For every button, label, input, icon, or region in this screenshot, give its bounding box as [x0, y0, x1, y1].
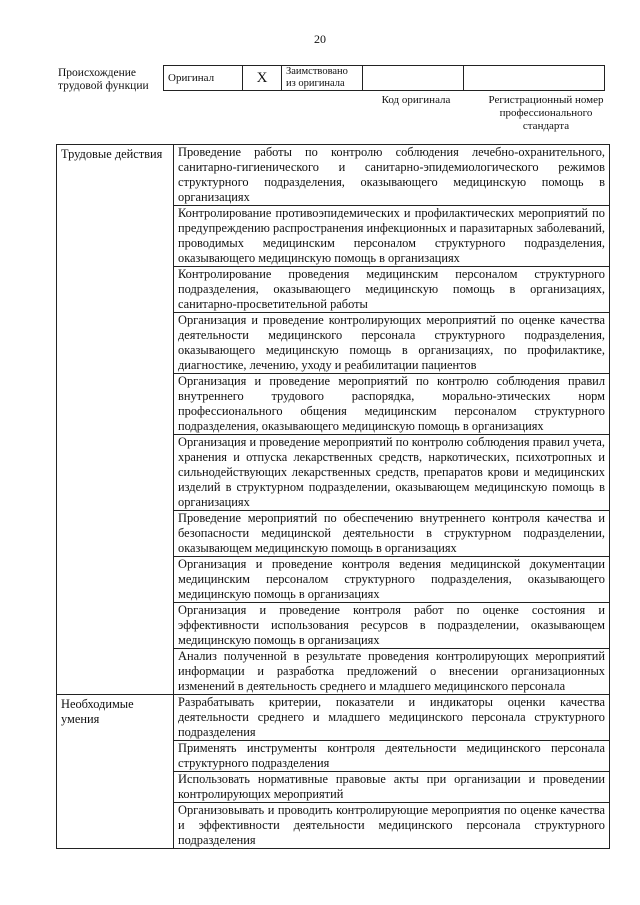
- labor-action-item: Организация и проведение мероприятий по контролю соблюдения правил учета, хранения и отпуска лекарственных средств, наркотических, психотропных и сильнодействующих лекарственных средств, препаратов крови и медицинских изделий в структурном подразделении, оказывающем медицинскую помощь в организациях: [174, 435, 610, 511]
- reg-number-caption: Регистрационный номер профессионального стандарта: [488, 94, 604, 132]
- skill-item: Организовывать и проводить контролирующие мероприятия по оценке качества и эффективности деятельности медицинского персонала структурного подразделения: [174, 803, 610, 849]
- labor-action-item: Организация и проведение контроля ведения медицинской документации медицинским персоналом структурного подразделения, оказывающего медицинскую помощь в организациях: [174, 557, 610, 603]
- labor-action-item: Организация и проведение мероприятий по контролю соблюдения правил внутреннего трудового распорядка, морально-этических норм профессионального общения медицинским персоналом структурного подразделения, оказывающего медицинскую помощь в организациях: [174, 374, 610, 435]
- borrowed-cell: Заимствовано из оригинала: [282, 66, 363, 91]
- table-row: [57, 695, 610, 741]
- labor-action-item: Проведение мероприятий по обеспечению внутреннего контроля качества и безопасности медицинской деятельности в структурном подразделении, оказывающем медицинскую помощь в организациях: [174, 511, 610, 557]
- labor-action-item: Контролирование проведения медицинским персоналом структурного подразделения, оказывающего медицинскую помощь в организациях, санитарно-просветительной работы: [174, 267, 610, 313]
- origin-table: [163, 65, 605, 91]
- labor-action-item: Контролирование противоэпидемических и профилактических мероприятий по предупреждению распространения инфекционных и паразитарных заболеваний, проводимых медицинским персоналом структурного подразделения, оказывающего медицинскую помощь в организациях: [174, 206, 610, 267]
- original-mark: X: [243, 66, 282, 91]
- labor-action-item: Проведение работы по контролю соблюдения лечебно-охранительного, санитарно-гигиенического и санитарно-эпидемиологического режимов структурного подразделения, оказывающего медицинскую помощь в организациях: [174, 145, 610, 206]
- skill-item: Разрабатывать критерии, показатели и индикаторы оценки качества деятельности среднего и младшего медицинского персонала структурного подразделения: [174, 695, 610, 741]
- section-label-required-skills: Необходимые умения: [57, 695, 174, 849]
- table-row: [57, 145, 610, 206]
- function-table: [56, 144, 610, 849]
- skill-item: Использовать нормативные правовые акты при организации и проведении контролирующих мероприятий: [174, 772, 610, 803]
- page-number: 20: [314, 32, 326, 46]
- reg-number-cell: [464, 66, 605, 91]
- skill-item: Применять инструменты контроля деятельности медицинского персонала структурного подразделения: [174, 741, 610, 772]
- code-cell: [363, 66, 464, 91]
- section-label-labor-actions: Трудовые действия: [57, 145, 174, 695]
- labor-action-item: Организация и проведение контролирующих мероприятий по оценке качества деятельности медицинского персонала структурного подразделения, оказывающего медицинскую помощь в организациях, по профилактике, диагностике, лечению, уходу и реабилитации пациентов: [174, 313, 610, 374]
- origin-label: Происхождение трудовой функции: [58, 67, 149, 92]
- original-cell: Оригинал: [164, 66, 243, 91]
- labor-action-item: Организация и проведение контроля работ по оценке состояния и эффективности использования ресурсов в подразделении, оказывающем медицинскую помощь в организациях: [174, 603, 610, 649]
- code-caption: Код оригинала: [381, 94, 451, 106]
- labor-action-item: Анализ полученной в результате проведения контролирующих мероприятий информации и разработка предложений о внесении организационных изменений в деятельность среднего и младшего медицинского персонала: [174, 649, 610, 695]
